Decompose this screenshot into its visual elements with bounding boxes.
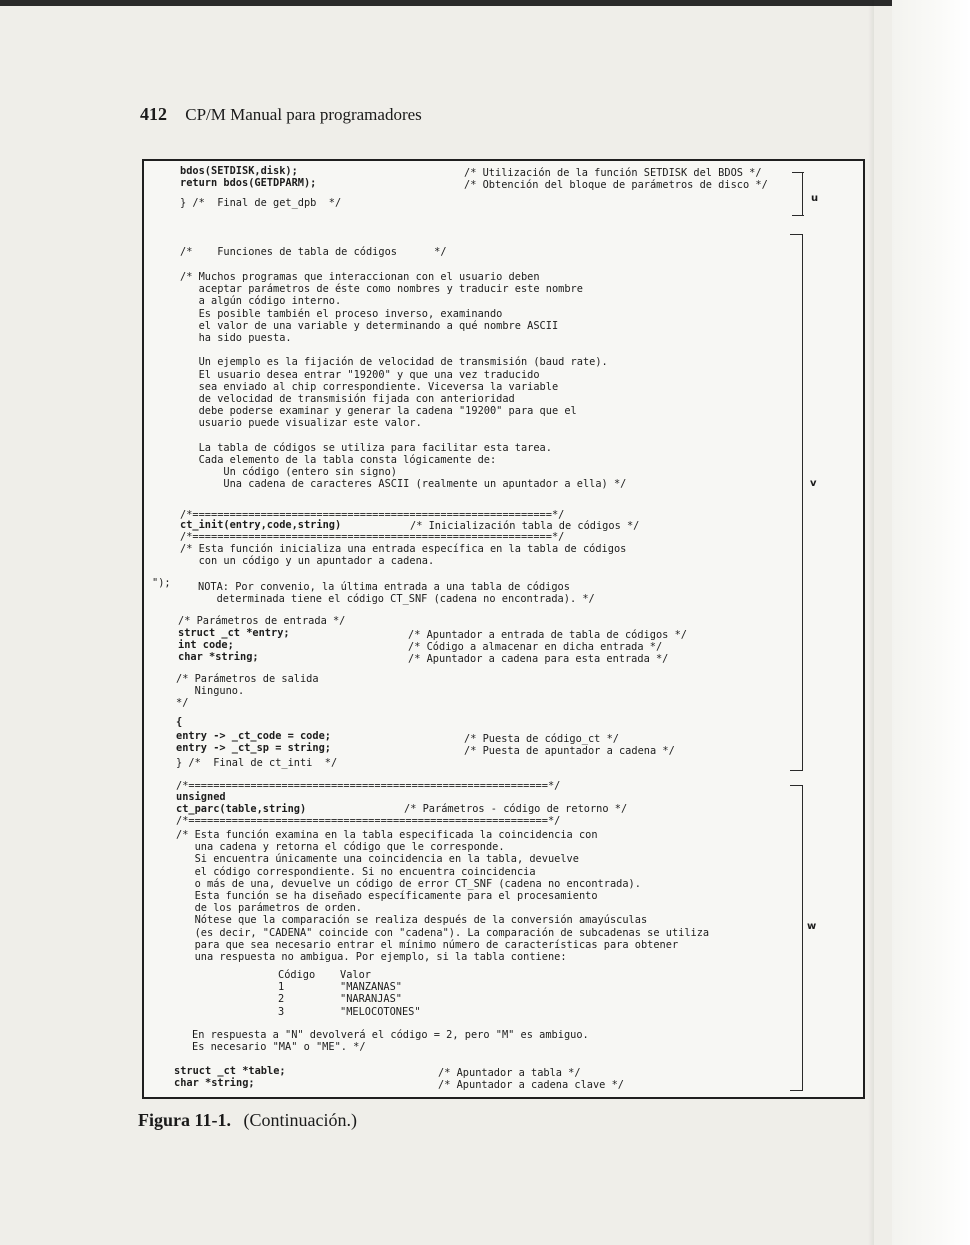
separator-line: /*==========================================================*/ bbox=[180, 509, 565, 521]
get-dpb-end: } /* Final de get_dpb */ bbox=[180, 197, 342, 209]
margin-bracket-u bbox=[792, 172, 803, 216]
bracket-cap bbox=[790, 1090, 802, 1091]
figure-caption bbox=[138, 1110, 357, 1131]
bracket-cap bbox=[790, 770, 802, 771]
separator-line: /*==========================================================*/ bbox=[176, 815, 561, 827]
ct-init-end: } /* Final de ct_inti */ bbox=[176, 757, 338, 769]
ct-init-body-open: { bbox=[176, 716, 183, 728]
bracket-cap bbox=[790, 785, 802, 786]
param-declaration: char *string; bbox=[178, 651, 259, 663]
dpb-comment: /* Utilización de la función SETDISK del BDOS */ bbox=[464, 167, 762, 179]
bracket-label-v: v bbox=[810, 478, 817, 489]
bracket-label-w: w bbox=[807, 921, 817, 932]
page-edge bbox=[892, 0, 970, 1245]
ct-init-signature-comment: /* Inicialización tabla de códigos */ bbox=[410, 520, 640, 532]
margin-bracket-w bbox=[790, 785, 803, 1091]
bracket-cap bbox=[792, 172, 804, 173]
dpb-return-code: bdos(SETDISK,disk); bbox=[180, 165, 298, 177]
dpb-comment: /* Obtención del bloque de parámetros de disco */ bbox=[464, 179, 768, 191]
running-title: CP/M Manual para programadores bbox=[185, 105, 422, 124]
input-params-heading: /* Parámetros de entrada */ bbox=[178, 615, 346, 627]
ct-parc-param-comment: /* Apuntador a cadena clave */ bbox=[438, 1079, 624, 1091]
ct-parc-param: char *string; bbox=[174, 1077, 255, 1089]
example-result: En respuesta a "N" devolverá el código = 2, pero "M" es ambiguo. Es necesario "MA" o "ME". */ bbox=[192, 1029, 589, 1054]
page-header bbox=[140, 104, 422, 125]
ct-init-description: /* Esta función inicializa una entrada específica en la tabla de códigos con un código y un apuntador a cadena. bbox=[180, 543, 627, 568]
statement-comment: /* Puesta de código_ct */ bbox=[464, 733, 619, 745]
ct-init-signature: ct_init(entry,code,string) bbox=[180, 519, 342, 531]
example-table: Código Valor 1 "MANZANAS" 2 "NARANJAS" 3 "MELOCOTONES" bbox=[278, 969, 421, 1018]
bracket-label-u: u bbox=[811, 193, 819, 204]
bracket-cap bbox=[790, 234, 802, 235]
margin-bracket-v bbox=[790, 234, 803, 771]
ct-init-statement: entry -> _ct_sp = string; bbox=[176, 742, 331, 754]
param-declaration: int code; bbox=[178, 639, 234, 651]
ct-parc-param: struct _ct *table; bbox=[174, 1065, 286, 1077]
ct-parc-return-type: unsigned bbox=[176, 791, 226, 803]
dpb-return-code: return bdos(GETDPARM); bbox=[180, 177, 317, 189]
statement-comment: /* Puesta de apuntador a cadena */ bbox=[464, 745, 675, 757]
param-declaration: struct _ct *entry; bbox=[178, 627, 290, 639]
ct-parc-signature-comment: /* Parámetros - código de retorno */ bbox=[404, 803, 628, 815]
ct-init-statement: entry -> _ct_code = code; bbox=[176, 730, 331, 742]
separator-line: /*==========================================================*/ bbox=[180, 531, 565, 543]
separator-line: /*==========================================================*/ bbox=[176, 780, 561, 792]
scan-top-edge bbox=[0, 0, 970, 6]
intro-comment: /* Muchos programas que interaccionan con el usuario deben aceptar parámetros de éste como nombres y traducir este nombre a algún código interno. Es posible también el proceso inverso, examinando el valor de una variable y determinando a qué nombre ASCII ha sido puesta. Un ejemplo es la fijación de velocidad de transmisión (baud rate). El usuario desea entrar "19200" y que una vez traducido sea enviado al chip correspondiente. Viceversa la variable de velocidad de transmisión fijada con anterioridad debe poderse examinar y generar la cadena "19200" para que el usuario puede visualizar este valor. La tabla de códigos se utiliza para facilitar esta tarea. Cada elemento de la tabla consta lógicamente de: Un código (entero sin signo) Una cadena de caracteres ASCII (realmente un apuntador a ella) */ bbox=[180, 271, 627, 491]
param-comment: /* Apuntador a entrada de tabla de códigos */ bbox=[408, 629, 687, 641]
margin-note: "); bbox=[152, 577, 171, 589]
ct-parc-param-comment: /* Apuntador a tabla */ bbox=[438, 1067, 581, 1079]
param-comment: /* Código a almacenar en dicha entrada */ bbox=[408, 641, 663, 653]
ct-parc-description: /* Esta función examina en la tabla especificada la coincidencia con una cadena y retorna el código que le corresponde. Si encuentra únicamente una coincidencia en la tabla, devuelve el código correspondiente. Si no encuentra coincidencia o más de una, devuelve un código de error CT_SNF (cadena no encontrada). Esta función se ha diseñado específicamente para el procesamiento de los parámetros de orden. Nótese que la comparación se realiza después de la conversión amayúsculas (es decir, "CADENA" coincide con "cadena"). La comparación de subcadenas se utiliza para que sea necesario entrar el mínimo número de características para obtener una respuesta no ambigua. Por ejemplo, si la tabla contiene: bbox=[176, 829, 710, 964]
ct-parc-signature: ct_parc(table,string) bbox=[176, 803, 307, 815]
gutter-shadow bbox=[868, 0, 874, 1245]
figure-caption-text: (Continuación.) bbox=[243, 1110, 357, 1130]
page-number: 412 bbox=[140, 104, 167, 124]
section-title-comment: /* Funciones de tabla de códigos */ bbox=[180, 246, 447, 258]
figure-number: Figura 11-1. bbox=[138, 1110, 231, 1130]
param-comment: /* Apuntador a cadena para esta entrada */ bbox=[408, 653, 669, 665]
ct-init-note: NOTA: Por convenio, la última entrada a una tabla de códigos determinada tiene el código CT_SNF (cadena no encontrada). */ bbox=[198, 581, 595, 606]
output-params-comment: /* Parámetros de salida Ninguno. */ bbox=[176, 673, 319, 710]
bracket-cap bbox=[792, 215, 804, 216]
